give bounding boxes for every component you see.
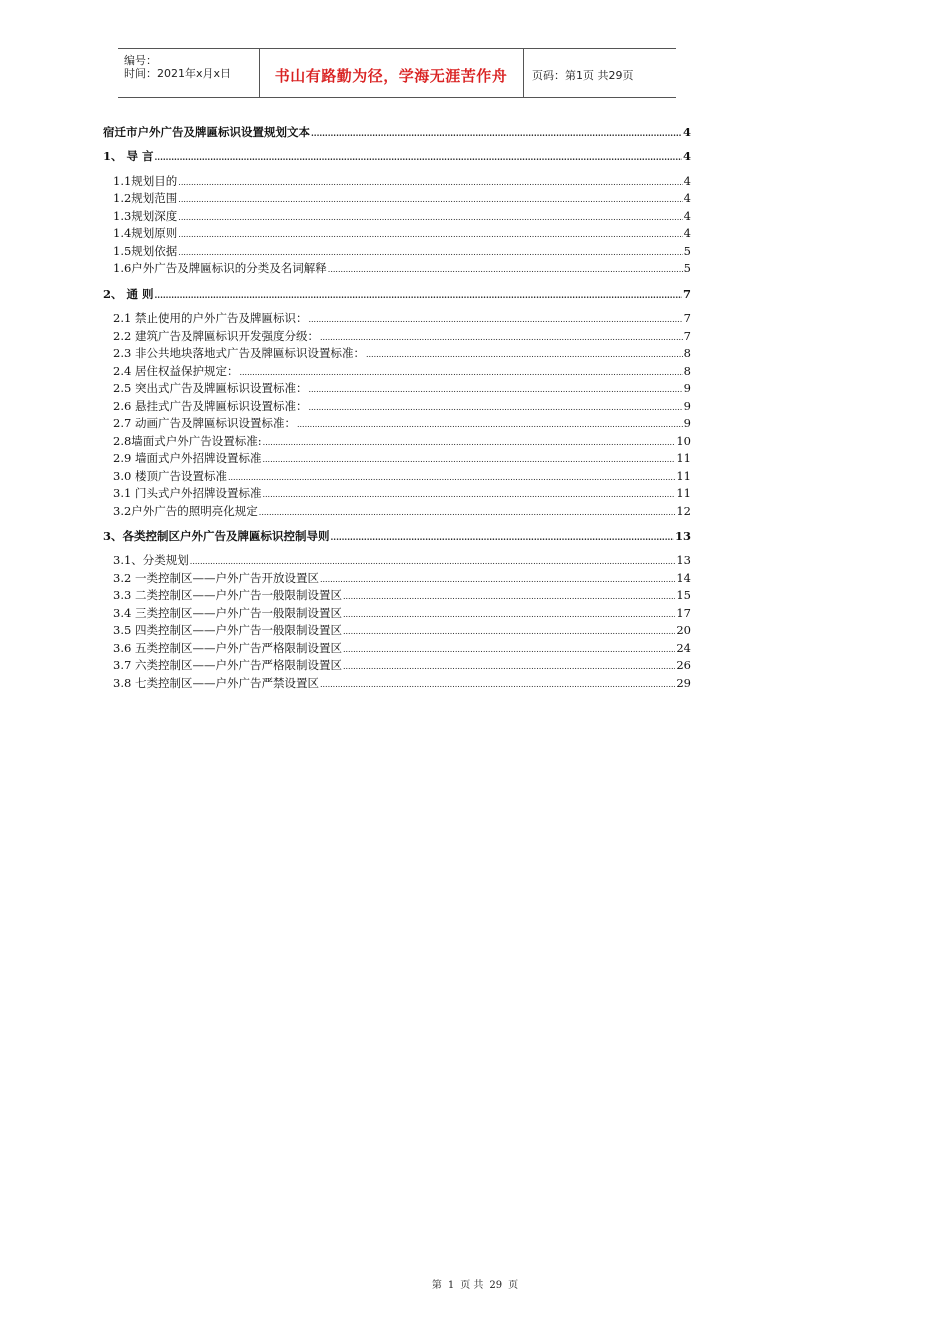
toc-dot-leader xyxy=(343,621,675,641)
toc-dot-leader xyxy=(366,344,683,364)
toc-entry-page: 12 xyxy=(676,504,691,518)
toc-entry-page: 7 xyxy=(682,287,691,301)
toc-entry-page: 29 xyxy=(676,676,691,690)
toc-entry[interactable] xyxy=(113,189,691,207)
toc-entry-title: 2.4 居住权益保护规定： xyxy=(113,364,239,378)
toc-entry-title: 3.1、分类规划 xyxy=(113,553,189,567)
toc-entry-page: 11 xyxy=(676,451,691,465)
footer-page-number: 1 xyxy=(447,1280,455,1291)
toc-entry-title: 3、各类控制区户外广告及牌匾标识控制导则 xyxy=(103,529,330,543)
toc-entry[interactable] xyxy=(113,362,691,380)
page-header xyxy=(118,48,676,98)
toc-entry-title: 3.8 七类控制区——户外广告严禁设置区 xyxy=(113,676,319,690)
toc-entry[interactable] xyxy=(113,242,691,260)
toc-entry-title: 2、 通 则 xyxy=(103,287,154,301)
toc-entry-page: 7 xyxy=(683,311,691,325)
toc-entry-page: 15 xyxy=(676,588,691,602)
toc-dot-leader xyxy=(155,285,682,304)
toc-entry-title: 1.4规划原则 xyxy=(113,226,178,240)
toc-dot-leader xyxy=(328,259,683,279)
header-page-info: 页码：第1页 共29页 xyxy=(532,69,634,82)
toc-entry-title: 3.2 一类控制区——户外广告开放设置区 xyxy=(113,571,319,585)
toc-entry-title: 2.6 悬挂式广告及牌匾标识设置标准： xyxy=(113,399,308,413)
toc-entry[interactable] xyxy=(113,432,691,450)
toc-entry-title: 3.5 四类控制区——户外广告一般限制设置区 xyxy=(113,623,342,637)
toc-entry-page: 11 xyxy=(676,486,691,500)
toc-entry[interactable] xyxy=(113,569,691,587)
toc-entry-page: 8 xyxy=(683,346,691,360)
header-meta-cell xyxy=(118,49,260,97)
toc-entry-page: 4 xyxy=(682,149,691,163)
toc-entry[interactable] xyxy=(113,379,691,397)
toc-entry[interactable] xyxy=(113,621,691,639)
toc-entry-title: 3.7 六类控制区——户外广告严格限制设置区 xyxy=(113,658,342,672)
toc-entry-page: 17 xyxy=(676,606,691,620)
toc-entry[interactable] xyxy=(113,656,691,674)
toc-entry[interactable] xyxy=(113,604,691,622)
toc-dot-leader xyxy=(155,147,682,166)
toc-dot-leader xyxy=(259,502,676,522)
toc-entry[interactable] xyxy=(113,327,691,345)
toc-entry-page: 5 xyxy=(683,244,691,258)
header-motto-cell xyxy=(259,49,524,97)
footer-prefix: 第 xyxy=(431,1280,442,1291)
toc-entry-page: 4 xyxy=(682,125,691,139)
toc-entry-title: 2.7 动画广告及牌匾标识设置标准： xyxy=(113,416,296,430)
toc-entry-title: 2.3 非公共地块落地式广告及牌匾标识设置标准： xyxy=(113,346,365,360)
toc-dot-leader xyxy=(343,656,675,676)
toc-entry[interactable] xyxy=(113,397,691,415)
toc-dot-leader xyxy=(331,527,674,546)
toc-entry-page: 7 xyxy=(683,329,691,343)
toc-dot-leader xyxy=(178,224,682,244)
footer-suffix: 页 xyxy=(508,1280,519,1291)
toc-entry-page: 24 xyxy=(676,641,691,655)
toc-entry-page: 20 xyxy=(676,623,691,637)
toc-entry[interactable] xyxy=(113,172,691,190)
toc-entry[interactable] xyxy=(113,449,691,467)
toc-entry-page: 9 xyxy=(683,399,691,413)
toc-entry-page: 4 xyxy=(683,226,691,240)
toc-entry-page: 14 xyxy=(676,571,691,585)
toc-dot-leader xyxy=(308,309,682,329)
doc-time-label: 时间：2021年x月x日 xyxy=(124,67,232,80)
header-page-cell xyxy=(524,49,676,97)
toc-dot-leader xyxy=(308,379,682,399)
toc-entry-title: 1.5规划依据 xyxy=(113,244,178,258)
toc-entry[interactable] xyxy=(113,674,691,692)
toc-entry[interactable] xyxy=(113,639,691,657)
toc-entry-title: 3.1 门头式户外招牌设置标准 xyxy=(113,486,262,500)
toc-entry-page: 11 xyxy=(676,469,691,483)
toc-entry-page: 9 xyxy=(683,416,691,430)
toc-entry[interactable] xyxy=(113,484,691,502)
toc-entry[interactable] xyxy=(113,224,691,242)
toc-entry-title: 3.4 三类控制区——户外广告一般限制设置区 xyxy=(113,606,342,620)
toc-dot-leader xyxy=(262,449,675,469)
toc-entry-title: 1.2规划范围 xyxy=(113,191,178,205)
toc-entry-page: 10 xyxy=(676,434,691,448)
footer-total-pages: 29 xyxy=(489,1280,503,1291)
toc-entry[interactable] xyxy=(113,551,691,569)
toc-entry-title: 2.9 墙面式户外招牌设置标准 xyxy=(113,451,262,465)
toc-entry-title: 3.6 五类控制区——户外广告严格限制设置区 xyxy=(113,641,342,655)
toc-entry[interactable] xyxy=(113,502,691,520)
toc-entry-page: 4 xyxy=(683,209,691,223)
toc-entry-title: 1.1规划目的 xyxy=(113,174,178,188)
toc-entry-title: 2.5 突出式广告及牌匾标识设置标准： xyxy=(113,381,308,395)
toc-entry-title: 2.2 建筑广告及牌匾标识开发强度分级： xyxy=(113,329,319,343)
toc-entry[interactable] xyxy=(113,344,691,362)
toc-entry[interactable] xyxy=(103,123,691,141)
footer-mid: 页 共 xyxy=(460,1280,484,1291)
toc-entry-page: 5 xyxy=(683,261,691,275)
toc-entry-page: 13 xyxy=(676,553,691,567)
header-motto: 书山有路勤为径，学海无涯苦作舟 xyxy=(274,67,508,85)
toc-entry[interactable] xyxy=(113,467,691,485)
toc-dot-leader xyxy=(262,484,675,504)
toc-entry-title: 3.0 楼顶广告设置标准 xyxy=(113,469,227,483)
toc-entry[interactable] xyxy=(113,586,691,604)
toc-entry-title: 2.8墙面式户外广告设置标准: xyxy=(113,434,262,448)
toc-entry[interactable] xyxy=(103,527,691,545)
toc-entry[interactable] xyxy=(113,207,691,225)
toc-dot-leader xyxy=(343,586,675,606)
toc-dot-leader xyxy=(190,551,676,571)
toc-entry-page: 13 xyxy=(674,529,691,543)
toc-entry[interactable] xyxy=(103,147,691,165)
toc-dot-leader xyxy=(311,123,682,142)
toc-entry-page: 4 xyxy=(683,174,691,188)
toc-entry-page: 8 xyxy=(683,364,691,378)
toc-entry-title: 3.3 二类控制区——户外广告一般限制设置区 xyxy=(113,588,342,602)
toc-entry-title: 宿迁市户外广告及牌匾标识设置规划文本 xyxy=(103,125,310,139)
toc-entry-page: 4 xyxy=(683,191,691,205)
toc-entry[interactable] xyxy=(103,285,691,303)
toc-dot-leader xyxy=(320,674,675,694)
toc-dot-leader xyxy=(178,189,682,209)
page-footer xyxy=(0,1276,950,1291)
toc-entry[interactable] xyxy=(113,259,691,277)
toc-entry[interactable] xyxy=(113,309,691,327)
toc-entry-page: 26 xyxy=(676,658,691,672)
toc-entry-title: 1.6户外广告及牌匾标识的分类及名词解释 xyxy=(113,261,327,275)
toc-entry-title: 3.2户外广告的照明亮化规定 xyxy=(113,504,258,518)
toc-entry-title: 2.1 禁止使用的户外广告及牌匾标识： xyxy=(113,311,308,325)
toc-entry[interactable] xyxy=(113,414,691,432)
toc-dot-leader xyxy=(297,414,683,434)
toc-entry-title: 1.3规划深度 xyxy=(113,209,178,223)
toc-entry-page: 9 xyxy=(683,381,691,395)
toc-entry-title: 1、 导 言 xyxy=(103,149,154,163)
doc-number-label: 编号： xyxy=(124,54,157,67)
